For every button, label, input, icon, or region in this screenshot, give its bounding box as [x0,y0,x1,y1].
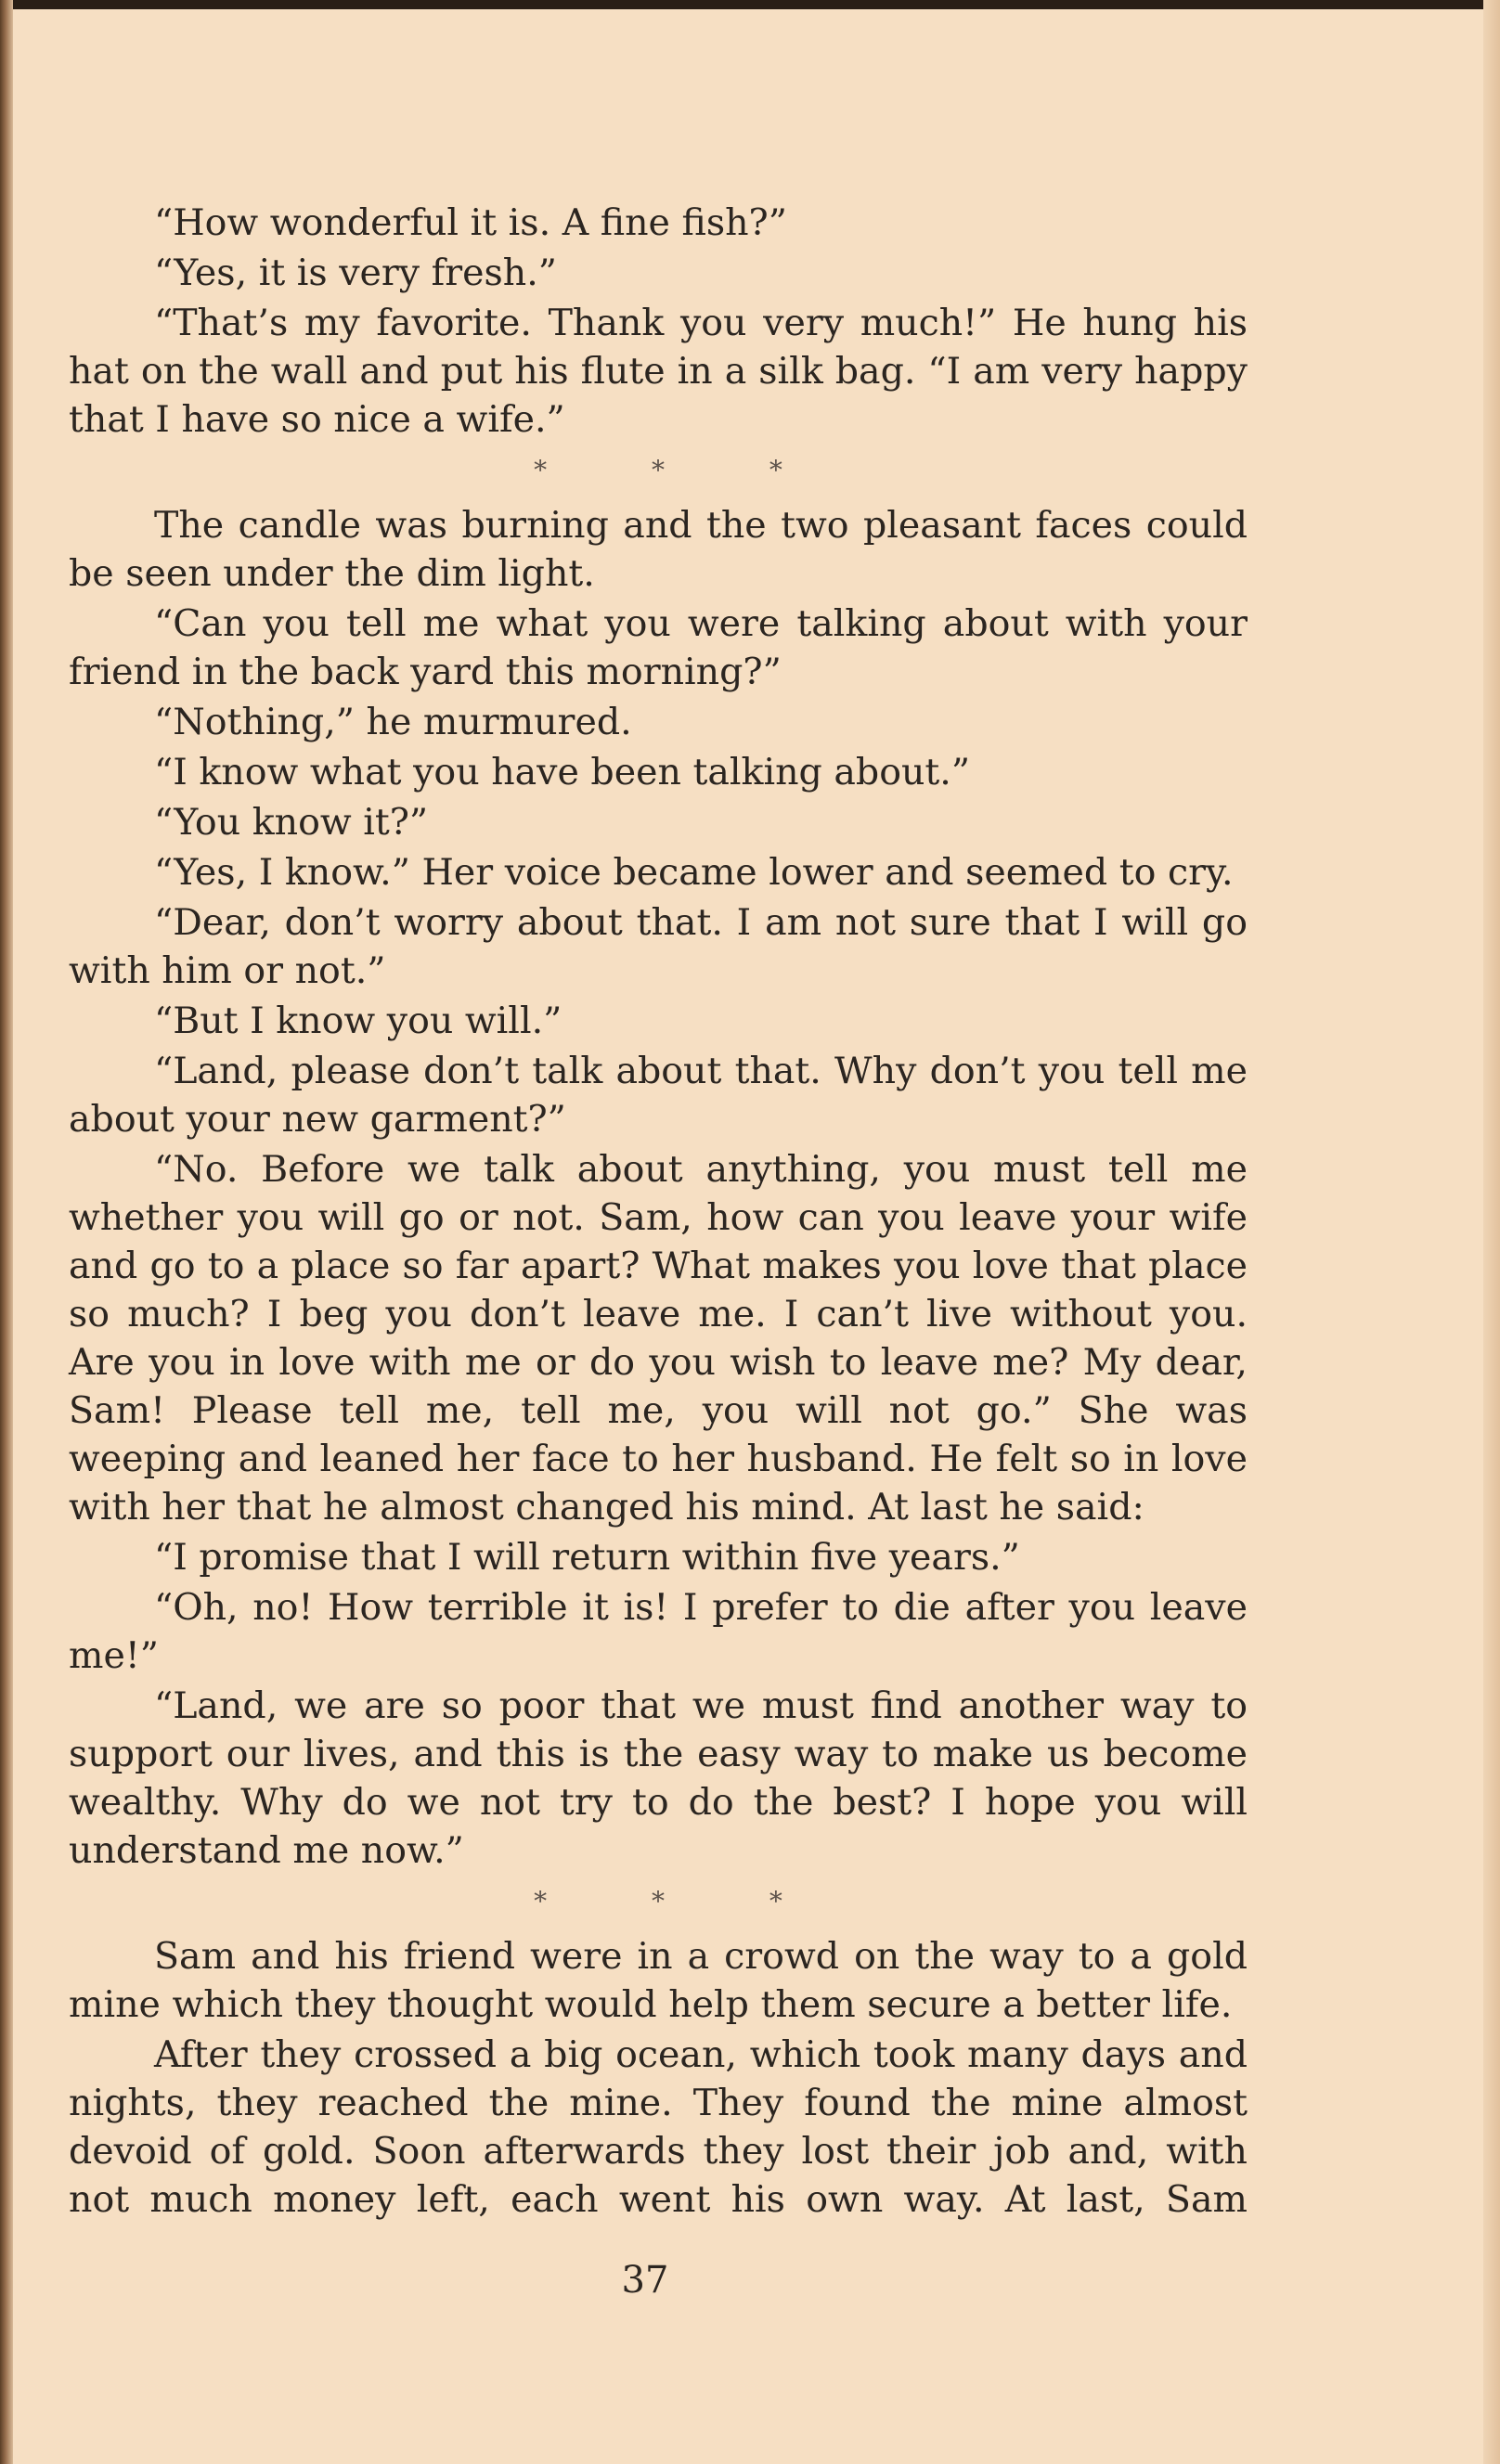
paragraph: After they crossed a big ocean, which took many days and nights, they reached the mine. They found the mine almost devoid of gold. Soon afterwards they lost their job and, with not much money left, each went his own way. At last, Sam [69,2033,1248,2221]
paragraph: “Yes, it is very fresh.” [154,252,557,294]
book-spine-shadow [0,0,13,2464]
paragraph: “Oh, no! How terrible it is! I prefer to die after you leave me!” [69,1586,1248,1677]
paragraph: “You know it?” [154,801,429,844]
page-top-edge [0,0,1500,9]
paragraph: “Can you tell me what you were talking about with your friend in the back yard this morning?” [69,602,1248,693]
paragraph: “Dear, don’t worry about that. I am not sure that I will go with him or not.” [69,901,1248,992]
paragraph: “But I know you will.” [154,1000,562,1042]
page-number: 37 [621,2259,669,2302]
paragraph: “Land, we are so poor that we must find another way to support our lives, and this is the easy way to make us become wealthy. Why do we not try to do the best? I hope you will understand me now.” [69,1684,1248,1872]
paragraph: “Nothing,” he murmured. [154,701,632,743]
paragraph: “I promise that I will return within five years.” [154,1536,1020,1579]
body-text [69,199,1248,2225]
paragraph: “No. Before we talk about anything, you must tell me whether you will go or not. Sam, how can you leave your wife and go to a place so far apart? What makes you love that place so much? I beg you don’t leave me. I can’t live without you. Are you in love with me or do you wish to leave me? My dear, Sam! Please tell me, tell me, you will not go.” She was weeping and leaned her face to her husband. He felt so in love with her that he almost changed his mind. At last he said: [69,1148,1248,1529]
page-right-edge [1483,0,1500,2464]
paragraph: Sam and his friend were in a crowd on the way to a gold mine which they thought would help them secure a better life. [69,1935,1248,2026]
section-divider: * * * [534,1886,831,1916]
paragraph: “How wonderful it is. A fine fish?” [154,201,787,244]
section-divider: * * * [534,455,831,485]
paragraph: The candle was burning and the two pleasant faces could be seen under the dim light. [69,504,1248,595]
paragraph: “That’s my favorite. Thank you very much!” He hung his hat on the wall and put his flute in a silk bag. “I am very happy that I have so nice a wife.” [69,302,1248,441]
paragraph: “I know what you have been talking about.” [154,751,971,793]
paragraph: “Yes, I know.” Her voice became lower and seemed to cry. [154,851,1234,894]
paragraph: “Land, please don’t talk about that. Why don’t you tell me about your new garment?” [69,1050,1248,1141]
